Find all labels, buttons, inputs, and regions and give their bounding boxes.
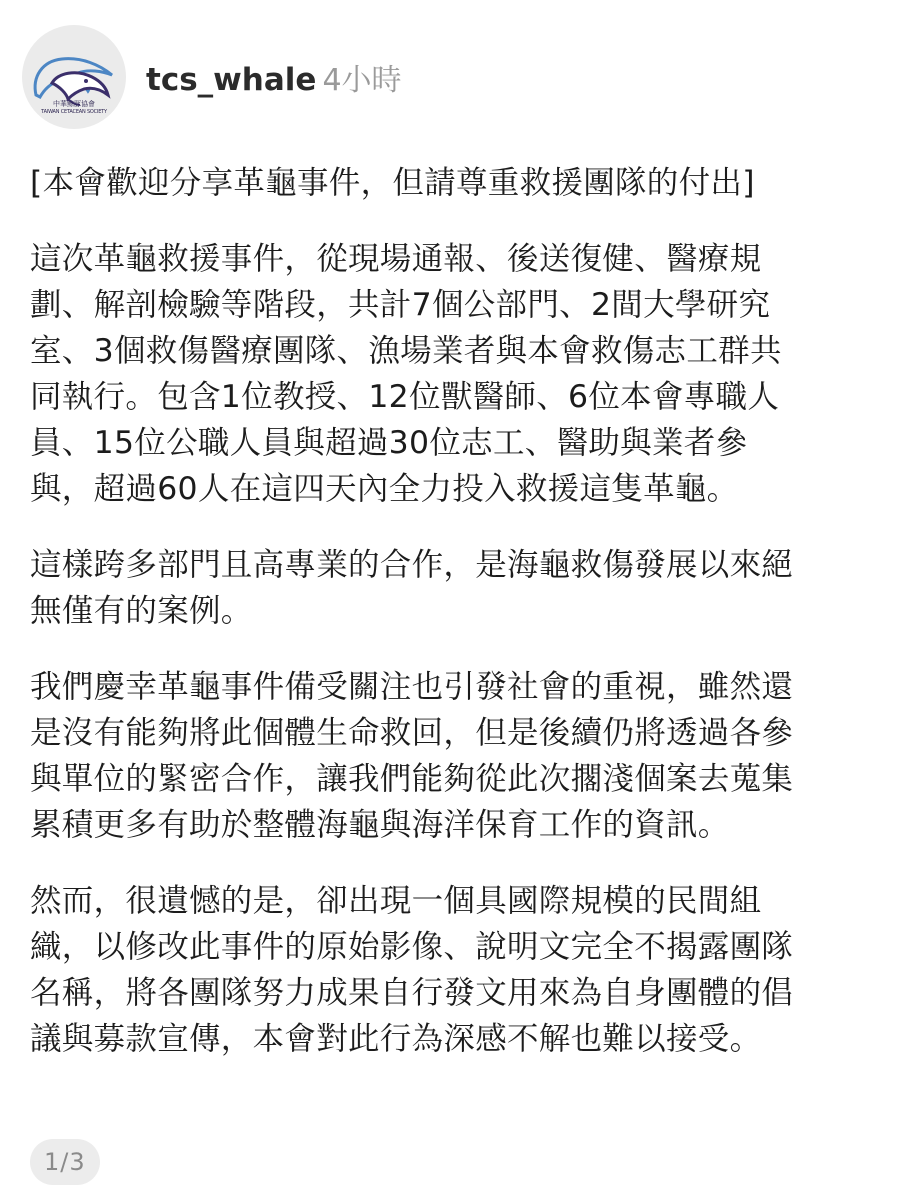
timestamp: 4小時 <box>322 63 402 98</box>
text-line: 室、3個救傷醫療團隊、漁場業者與本會救傷志工群共 <box>30 333 782 369</box>
text-line: 是沒有能夠將此個體生命救回，但是後續仍將透過各參 <box>30 715 794 751</box>
paragraph-title <box>30 160 880 206</box>
page-indicator: 1/3 <box>30 1139 100 1185</box>
text-line: 這次革龜救援事件，從現場通報、後送復健、醫療規 <box>30 241 762 277</box>
text-line: 與，超過60人在這四天內全力投入救援這隻革龜。 <box>30 471 739 507</box>
text-line: 名稱，將各團隊努力成果自行發文用來為自身團體的倡 <box>30 975 794 1011</box>
text-line: 然而，很遺憾的是，卻出現一個具國際規模的民間組 <box>30 883 762 919</box>
post-author-info <box>146 55 402 99</box>
username[interactable]: tcs_whale <box>146 62 317 98</box>
avatar[interactable] <box>22 25 126 129</box>
text-line: 同執行。包含1位教授、12位獸醫師、6位本會專職人 <box>30 379 780 415</box>
paragraph <box>30 664 880 848</box>
text-line: 累積更多有助於整體海龜與海洋保育工作的資訊。 <box>30 807 730 843</box>
post-header <box>22 22 402 132</box>
text-line: 織，以修改此事件的原始影像、說明文完全不揭露團隊 <box>30 929 794 965</box>
text-line: 員、15位公職人員與超過30位志工、醫助與業者參 <box>30 425 748 461</box>
paragraph <box>30 878 880 1062</box>
avatar-org-name-en: TAIWAN CETACEAN SOCIETY <box>41 109 107 115</box>
text-line: 與單位的緊密合作，讓我們能夠從此次擱淺個案去蒐集 <box>30 761 794 797</box>
text-line: 議與募款宣傳，本會對此行為深感不解也難以接受。 <box>30 1021 762 1057</box>
text-line: 這樣跨多部門且高專業的合作，是海龜救傷發展以來絕 <box>30 547 794 583</box>
text-line: [本會歡迎分享革龜事件，但請尊重救援團隊的付出] <box>30 165 755 201</box>
paragraph <box>30 236 880 512</box>
post-body <box>30 160 880 1062</box>
text-line: 無僅有的案例。 <box>30 593 253 629</box>
paragraph <box>30 542 880 634</box>
avatar-org-name-zh: 中華鯨豚協會 <box>53 100 95 108</box>
text-line: 劃、解剖檢驗等階段，共計7個公部門、2間大學研究 <box>30 287 771 323</box>
text-line: 我們慶幸革龜事件備受關注也引發社會的重視，雖然還 <box>30 669 794 705</box>
